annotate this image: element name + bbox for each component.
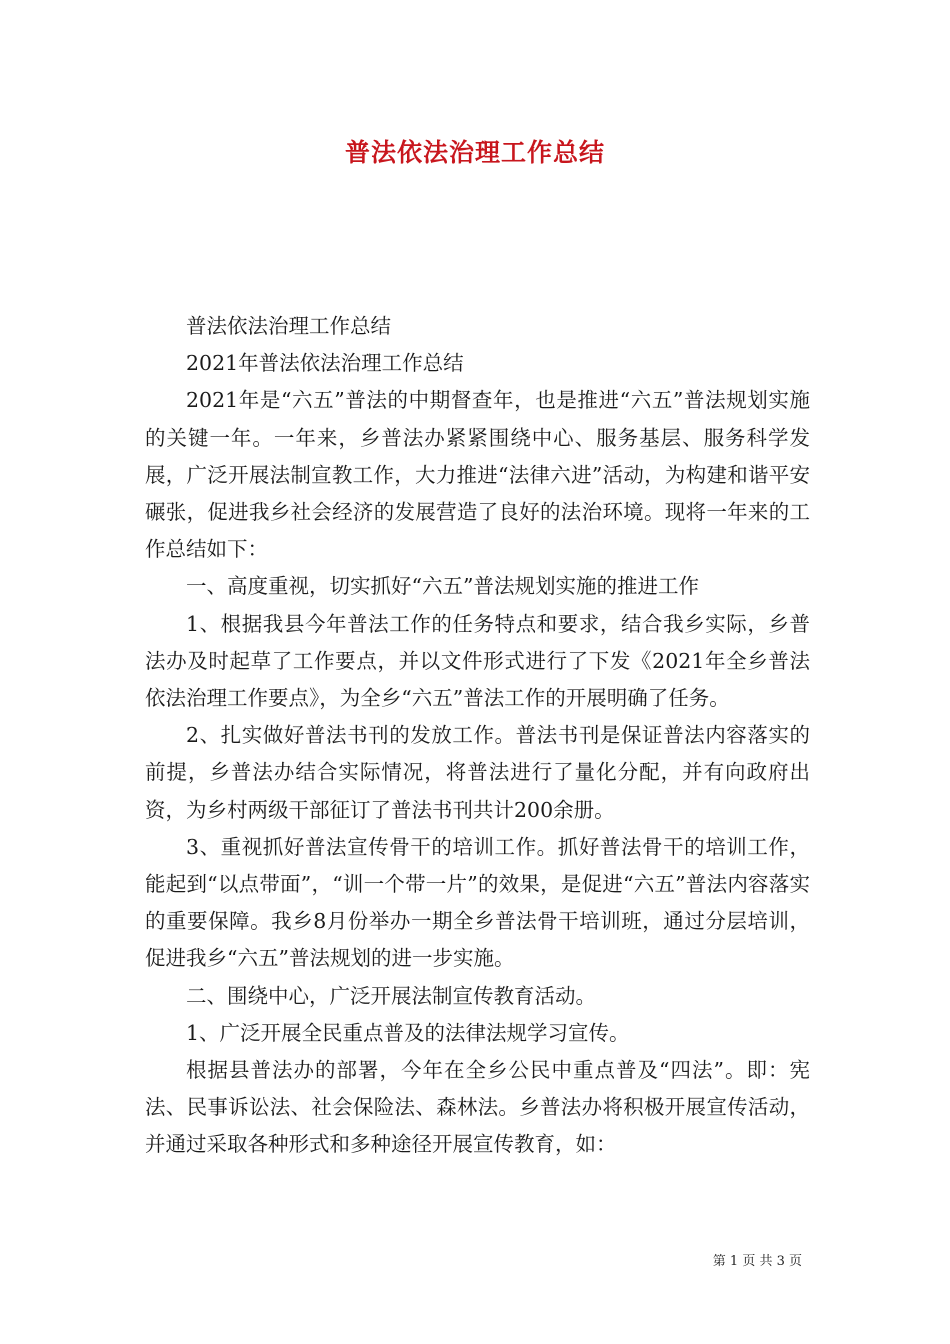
paragraph: 2021年是“六五”普法的中期督查年，也是推进“六五”普法规划实施的关键一年。一年来，乡普法办紧紧围绕中心、服务基层、服务科学发展，广泛开展法制宣教工作，大力推进“法律六进”活动，为构建和谐平安碾张，促进我乡社会经济的发展营造了良好的法治环境。现将一年来的工作总结如下： [145,388,810,562]
document-title: 普法依法治理工作总结 [344,138,605,167]
paragraph: 1、根据我县今年普法工作的任务特点和要求，结合我乡实际，乡普法办及时起草了工作要点，并以文件形式进行了下发《2021年全乡普法依法治理工作要点》，为全乡“六五”普法工作的开展明确了任务。 [145,611,810,711]
page-number: 第 1 页 共 3 页 [712,1254,802,1269]
section-heading: 二、围绕中心，广泛开展法制宣传教育活动。 [186,983,596,1008]
paragraph: 2021年普法依法治理工作总结 [186,351,464,376]
paragraph: 普法依法治理工作总结 [186,314,391,338]
paragraph: 根据县普法办的部署，今年在全乡公民中重点普及“四法”。即：宪法、民事诉讼法、社会保险法、森林法。乡普法办将积极开展宣传活动，并通过采取各种形式和多种途径开展宣传教育，如： [145,1058,810,1157]
section-heading: 一、高度重视，切实抓好“六五”普法规划实施的推进工作 [186,574,699,599]
paragraph: 2、扎实做好普法书刊的发放工作。普法书刊是保证普法内容落实的前提，乡普法办结合实际情况，将普法进行了量化分配，并有向政府出资，为乡村两级干部征订了普法书刊共计200余册。 [145,723,810,822]
paragraph: 3、重视抓好普法宣传骨干的培训工作。抓好普法骨干的培训工作，能起到“以点带面”，“训一个带一片”的效果，是促进“六五”普法内容落实的重要保障。我乡8月份举办一期全乡普法骨干培训班，通过分层培训，促进我乡“六五”普法规划的进一步实施。 [145,834,810,971]
paragraph: 1、广泛开展全民重点普及的法律法规学习宣传。 [186,1020,630,1045]
document-body [145,308,810,1164]
